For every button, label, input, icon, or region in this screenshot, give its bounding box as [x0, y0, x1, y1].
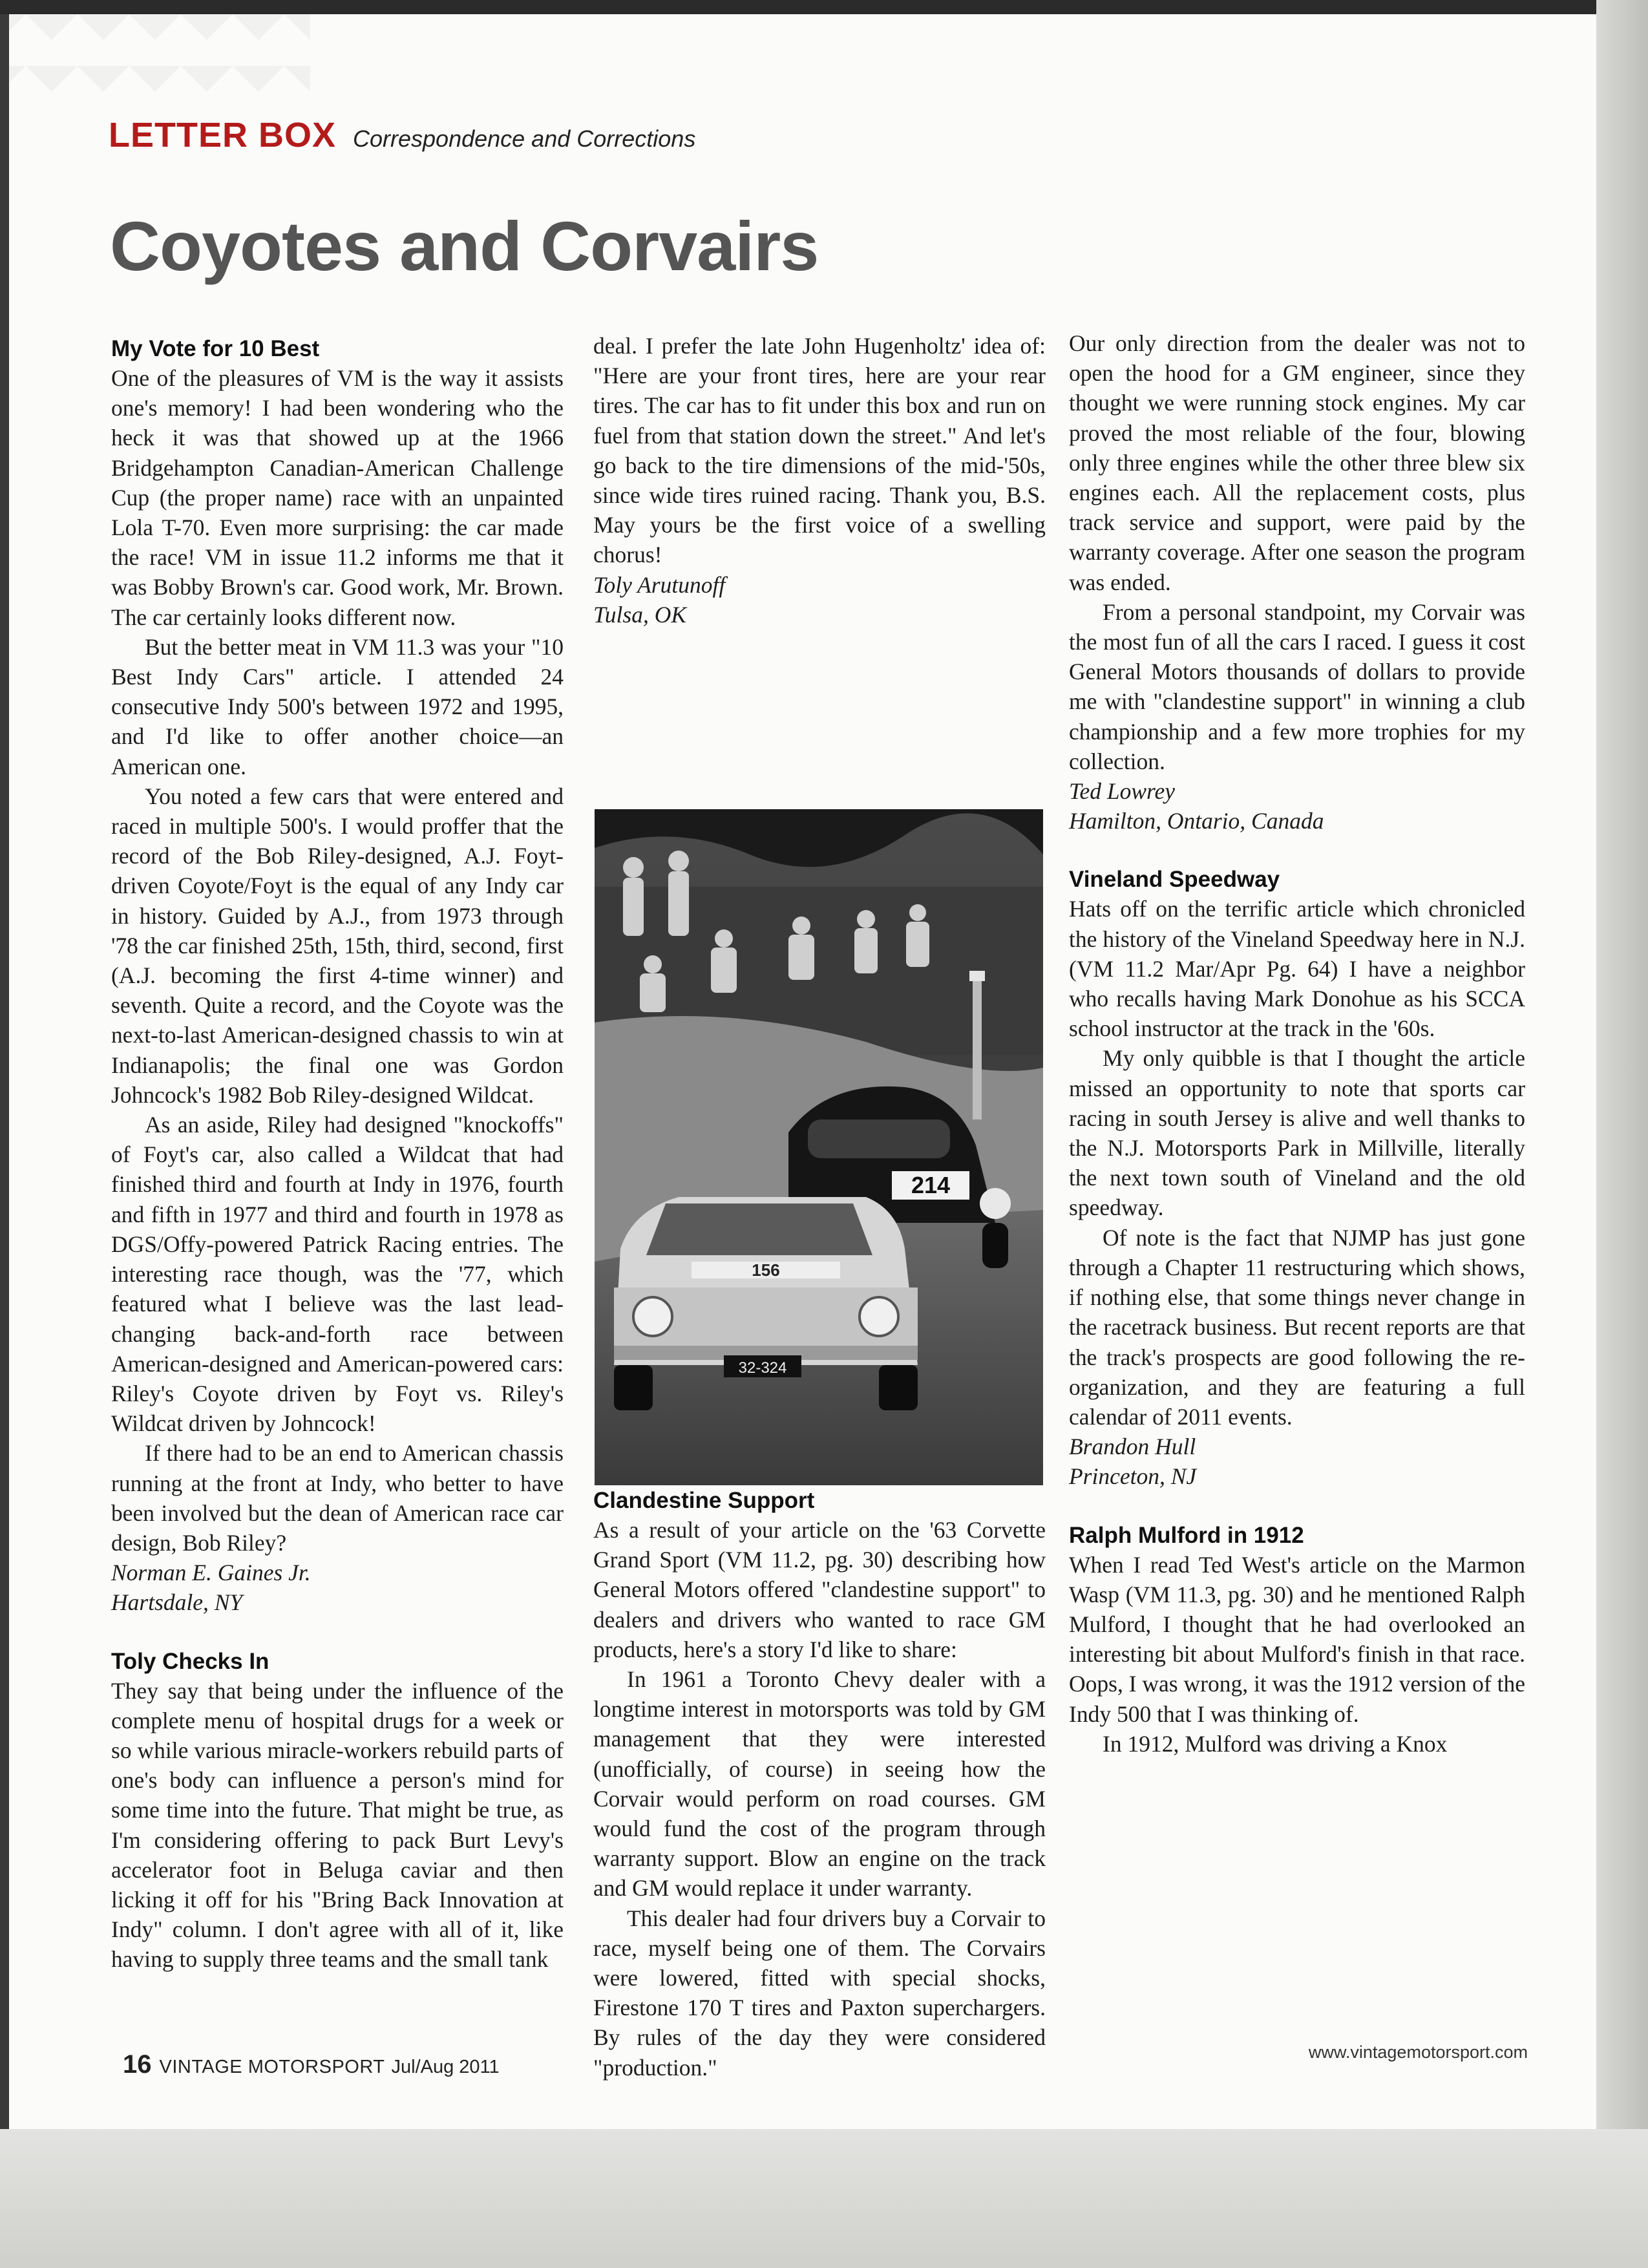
letter-paragraph: In 1912, Mulford was driving a Knox [1103, 1730, 1448, 1757]
scan-bottom-margin [0, 2129, 1648, 2268]
page-number: 16 [123, 2050, 152, 2079]
signature-place: Princeton, NJ [1069, 1463, 1197, 1490]
letter-paragraph: Our only direction from the dealer was not to open the hood for a GM engineer, since they thought we were running stock engines. My car proved the most reliable of the four, blowing only three engines while the other three blew six engines each. All the replacement costs, plus track service and support, were paid by the warranty coverage. After one season the program was ended. [1069, 330, 1525, 595]
letter-paragraph: Of note is the fact that NJMP has just gone through a Chapter 11 restructuring which shows, if nothing else, that some things never change in the racetrack business. But recent reports are that the track's prospects are good following the re-organization, and they are featuring a full calendar of 2011 events. [1069, 1224, 1525, 1430]
letter-paragraph: From a personal standpoint, my Corvair was the most fun of all the cars I raced. I guess it cost General Motors thousands of dollars to provide me with "clandestine support" in winning a club championship and a few more trophies for my collection. [1069, 599, 1525, 774]
letter-paragraph: This dealer had four drivers buy a Corvair to race, myself being one of them. The Corvairs were lowered, fitted with special shocks, Firestone 170 T tires and Paxton superchargers. By rules of the day they were considered "production." [593, 1905, 1046, 2081]
page-footer [123, 2050, 500, 2079]
section-header [109, 115, 695, 155]
letter-heading-toly: Toly Checks In [111, 1648, 269, 1674]
section-name: LETTER BOX [109, 116, 337, 154]
letter-paragraph: One of the pleasures of VM is the way it assists one's memory! I had been wondering who the heck it was that showed up at the 1966 Bridgehampton Canadian-American Challenge Cup (the proper name) race with an unpainted Lola T-70. Even more surprising: the car made the race! VM in issue 11.2 informs me that it was Bobby Brown's car. Good work, Mr. Brown. The car certainly looks different now. [111, 365, 564, 630]
letter-paragraph: As an aside, Riley had designed "knockoffs" of Foyt's car, also called a Wildcat that had finished third and fourth at Indy in 1976, fourth and fifth in 1977 and third and fourth in 1978 as DGS/Offy-powered Patrick Racing entries. The interesting race though, was the '77, which featured what I believe was the last lead-changing back-and-forth race between American-designed and American-powered cars: Riley's Coyote driven by Foyt vs. Riley's Wildcat driven by Johncock! [111, 1112, 564, 1437]
race-photo-illustration [595, 809, 1043, 1485]
publication-name: VINTAGE MOTORSPORT [159, 2057, 385, 2077]
website-url[interactable]: www.vintagemotorsport.com [1308, 2042, 1528, 2062]
article-headline: Coyotes and Corvairs [110, 207, 819, 285]
letter-paragraph: In 1961 a Toronto Chevy dealer with a longtime interest in motorsports was told by GM management that they were interested (unofficially, of course) in seeing how the Corvair would perform on road courses. GM would fund the cost of the program through warranty support. Blow an engine on the track and GM would replace it under warranty. [593, 1666, 1046, 1902]
car-number-156: 156 [752, 1260, 780, 1280]
signature-place: Hamilton, Ontario, Canada [1069, 808, 1324, 834]
letter-heading-vineland: Vineland Speedway [1069, 867, 1280, 893]
car-number-214: 214 [911, 1172, 951, 1198]
race-photo [595, 809, 1043, 1485]
column-2-top [593, 331, 1046, 570]
facing-page-edge [1596, 0, 1648, 2268]
column-3 [1069, 328, 1525, 1759]
signature-name: Toly Arutunoff [593, 572, 726, 598]
letter-paragraph: But the better meat in VM 11.3 was your "10 Best Indy Cars" article. I attended 24 consecutive Indy 500's between 1972 and 1995, and I'd like to offer another choice—an American one. [111, 633, 564, 779]
letter-paragraph: They say that being under the influence of the complete menu of hospital drugs for a week or so while various miracle-workers rebuild parts of one's body can influence a person's mind for some time into the future. That might be true, as I'm considering offering to pack Burt Levy's accelerator foot in Beluga caviar and then licking it off for his "Bring Back Innovation at Indy" column. I don't agree with all of it, like having to supply three teams and the small tank [111, 1677, 564, 1973]
letter-paragraph: You noted a few cars that were entered and raced in multiple 500's. I would proffer that the record of the Bob Riley-designed, A.J. Foyt-driven Coyote/Foyt is the equal of any Indy car in history. Guided by A.J., from 1973 through '78 the car finished 25th, 15th, third, second, first (A.J. becoming the first 4-time winner) and seventh. Quite a record, and the Coyote was the next-to-last American-designed chassis to win at Indianapolis; the final one was Gordon Johncock's 1982 Bob Riley-designed Wildcat. [111, 783, 564, 1108]
letter-heading-vote: My Vote for 10 Best [111, 336, 320, 361]
signature-place: Hartsdale, NY [111, 1589, 243, 1616]
issue-date: Jul/Aug 2011 [391, 2057, 500, 2077]
license-plate: 32-324 [738, 1359, 787, 1377]
scan-left-edge [0, 14, 9, 2129]
letter-heading-mulford: Ralph Mulford in 1912 [1069, 1522, 1304, 1548]
signature-name: Brandon Hull [1069, 1434, 1196, 1460]
section-subtitle: Correspondence and Corrections [353, 125, 696, 152]
scan-top-edge [0, 0, 1648, 14]
letter-paragraph: As a result of your article on the '63 Corvette Grand Sport (VM 11.2, pg. 30) describing how General Motors offered "clandestine support" to dealers and drivers who wanted to race GM products, here's a story I'd like to share: [593, 1517, 1046, 1662]
toly-signature-block [593, 570, 1046, 630]
letter-paragraph: Hats off on the terrific article which chronicled the history of the Vineland Speedway here in N.J. (VM 11.2 Mar/Apr Pg. 64) I have a neighbor who recalls having Mark Donohue as his SCCA school instructor at the track in the '60s. [1069, 896, 1525, 1042]
signature-place: Tulsa, OK [593, 602, 687, 628]
column-1 [111, 335, 564, 1975]
column-2-bottom [593, 1487, 1046, 2083]
signature-name: Norman E. Gaines Jr. [111, 1560, 311, 1586]
checkered-flag-graphic [0, 14, 310, 105]
letter-paragraph-continued: deal. I prefer the late John Hugenholtz' idea of: "Here are your front tires, here are your rear tires. The car has to fit under this box and run on fuel from that station down the street." And let's go back to the tire dimensions of the mid-'50s, since wide tires ruined racing. Thank you, B.S. May yours be the first voice of a swelling chorus! [593, 333, 1046, 568]
signature-name: Ted Lowrey [1069, 778, 1176, 805]
letter-paragraph: When I read Ted West's article on the Marmon Wasp (VM 11.3, pg. 30) and he mentioned Ralph Mulford, I thought that he had overlooked an interesting bit about Mulford's finish in that race. Oops, I was wrong, it was the 1912 version of the Indy 500 that I was thinking of. [1069, 1551, 1525, 1727]
letter-heading-clandestine: Clandestine Support [593, 1488, 815, 1513]
letter-paragraph: If there had to be an end to American chassis running at the front at Indy, who better to have been involved but the dean of American race car design, Bob Riley? [111, 1440, 564, 1556]
letter-paragraph: My only quibble is that I thought the article missed an opportunity to note that sports car racing in south Jersey is alive and well thanks to the N.J. Motorsports Park in Millville, literally the next town south of Vineland and the old speedway. [1069, 1045, 1525, 1221]
